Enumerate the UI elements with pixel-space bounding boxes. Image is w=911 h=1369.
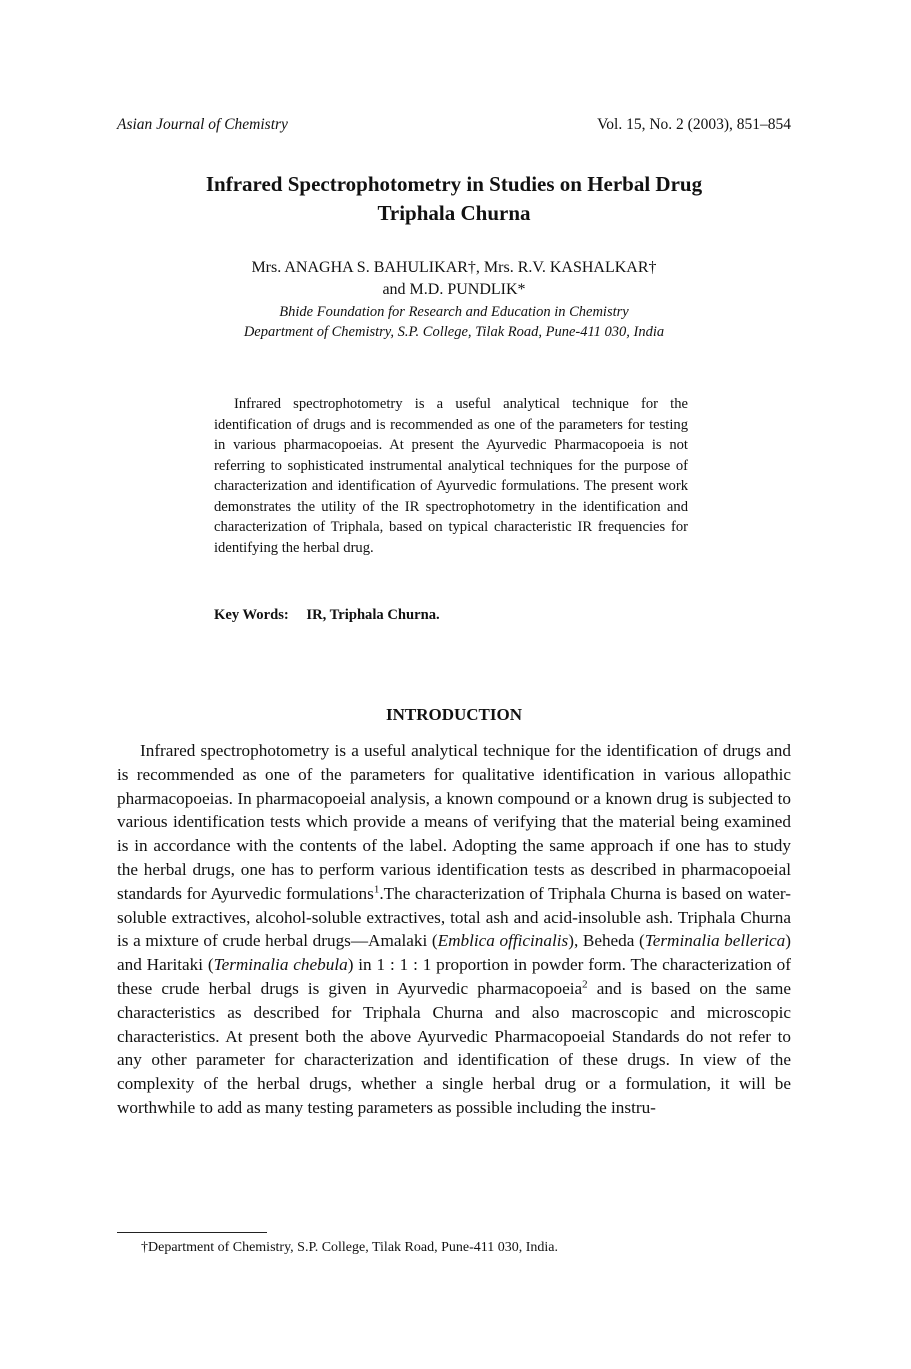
keywords-value: IR, Triphala Churna. bbox=[306, 607, 440, 623]
volume-info: Vol. 15, No. 2 (2003), 851–854 bbox=[597, 116, 791, 133]
journal-name: Asian Journal of Chemistry bbox=[117, 116, 288, 133]
footnote: †Department of Chemistry, S.P. College, Tilak Road, Pune-411 030, India. bbox=[141, 1240, 558, 1255]
running-head bbox=[117, 116, 791, 134]
paper-title bbox=[117, 170, 791, 228]
intro-text-2: .The characterization of Triphala Churna is based on water-soluble extractives, alcohol-soluble extractives, total ash and acid-insoluble ash. Triphala Churna is a mixture of crude herbal drugs—Amalaki ( bbox=[117, 883, 791, 951]
intro-text-3: ), Beheda ( bbox=[568, 931, 645, 951]
abstract: Infrared spectrophotometry is a useful analytical technique for the identification of drugs and is recommended as one of the parameters for testing in various pharmacopoeias. At present the Ayurvedic Pharmacopoeia is not referring to sophisticated instrumental analytical techniques for the purpose of characterization and identification of Ayurvedic formulations. The present work demonstrates the utility of the IR spectrophotometry in the identification and characterization of Triphala, based on typical characteristic IR frequencies for identifying the herbal drug. bbox=[214, 396, 688, 556]
species-chebula: Terminalia chebula bbox=[213, 955, 348, 975]
section-heading-introduction: INTRODUCTION bbox=[385, 705, 523, 724]
species-emblica: Emblica officinalis bbox=[437, 931, 569, 951]
keywords bbox=[214, 607, 688, 624]
introduction-paragraph bbox=[117, 739, 791, 1120]
affiliation-line-2: Department of Chemistry, S.P. College, Tilak Road, Pune-411 030, India bbox=[243, 324, 665, 340]
author-list bbox=[117, 257, 791, 301]
intro-text-4: ) and Haritaki ( bbox=[117, 931, 792, 975]
keywords-label: Key Words: bbox=[214, 607, 289, 623]
intro-text-6: and is based on the same characteristics as described for Triphala Churna and also macroscopic and microscopic characteristics. At present both the above Ayurvedic Pharmacopoeial Standards do not refer to any other parameter for characterization and identification of these drugs. In view of the complexity of the herbal drugs, whether a single herbal drug or a formulation, it will be worthwhile to add as many testing parameters as possible including the instru- bbox=[117, 978, 791, 1117]
affiliation bbox=[117, 302, 791, 342]
footnote-divider bbox=[117, 1232, 267, 1233]
species-bellerica: Terminalia bellerica bbox=[644, 931, 786, 951]
affiliation-line-1: Bhide Foundation for Research and Education in Chemistry bbox=[279, 304, 629, 320]
title-line-1: Infrared Spectrophotometry in Studies on Herbal Drug bbox=[205, 172, 703, 196]
authors-line-1: Mrs. ANAGHA S. BAHULIKAR†, Mrs. R.V. KASHALKAR† bbox=[251, 259, 657, 276]
citation-2: 2 bbox=[582, 978, 588, 991]
title-line-2: Triphala Churna bbox=[377, 201, 531, 225]
authors-line-2: and M.D. PUNDLIK* bbox=[382, 281, 526, 298]
intro-text-1: Infrared spectrophotometry is a useful analytical technique for the identification of drugs and is recommended as one of the parameters for qualitative identification in various allopathic pharmacopoeias. In pharmacopoeial analysis, a known compound or a known drug is subjected to various identification tests which provide a means of verifying that the material being examined is in accordance with the contents of the label. Adopting the same approach if one has to study the herbal drugs, one has to perform various identification tests as described in pharmacopoeial standards for Ayurvedic formulations bbox=[117, 741, 791, 903]
citation-1: 1 bbox=[373, 883, 380, 896]
intro-text-5: ) in 1 : 1 : 1 proportion in powder form. The characterization of these crude herbal drugs is given in Ayurvedic pharmacopoeia bbox=[117, 955, 791, 998]
